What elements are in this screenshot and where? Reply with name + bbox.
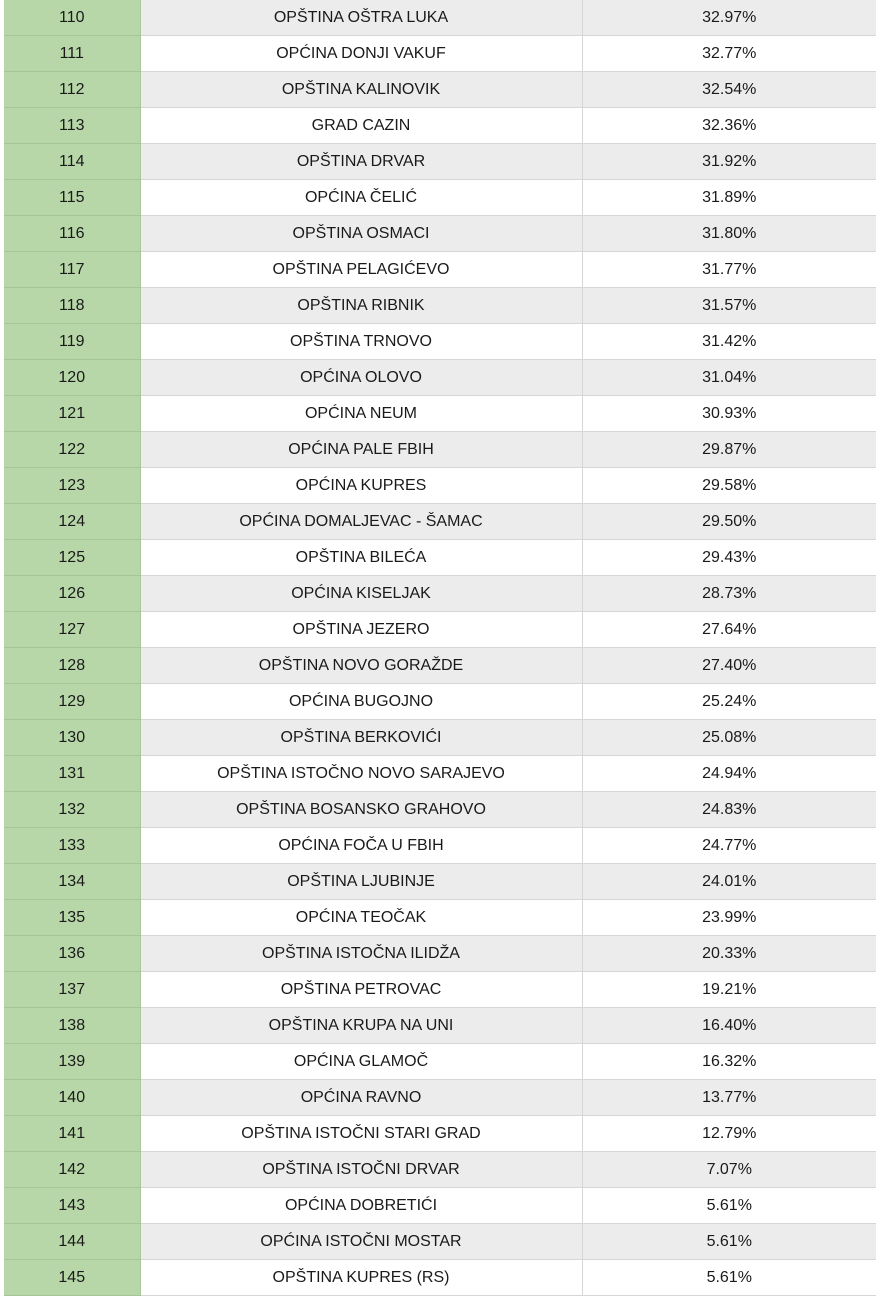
percentage-cell[interactable]: 31.77% — [582, 252, 876, 288]
percentage-cell[interactable]: 31.04% — [582, 360, 876, 396]
rank-cell[interactable]: 116 — [4, 216, 140, 252]
municipality-name-cell[interactable]: OPŠTINA ISTOČNO NOVO SARAJEVO — [140, 756, 582, 792]
rank-cell[interactable]: 128 — [4, 648, 140, 684]
table-row — [4, 468, 876, 504]
rank-cell[interactable]: 144 — [4, 1224, 140, 1260]
municipality-name-cell[interactable]: OPĆINA FOČA U FBIH — [140, 828, 582, 864]
table-row — [4, 756, 876, 792]
percentage-cell[interactable]: 24.77% — [582, 828, 876, 864]
percentage-cell[interactable]: 27.64% — [582, 612, 876, 648]
municipality-name-cell[interactable]: OPŠTINA KALINOVIK — [140, 72, 582, 108]
rank-cell[interactable]: 131 — [4, 756, 140, 792]
municipality-name-cell[interactable]: OPĆINA TEOČAK — [140, 900, 582, 936]
table-row — [4, 1080, 876, 1116]
municipality-name-cell[interactable]: OPĆINA NEUM — [140, 396, 582, 432]
municipality-name-cell[interactable]: OPŠTINA PELAGIĆEVO — [140, 252, 582, 288]
municipality-name-cell[interactable]: OPĆINA OLOVO — [140, 360, 582, 396]
municipality-name-cell[interactable]: OPĆINA PALE FBIH — [140, 432, 582, 468]
table-row — [4, 648, 876, 684]
percentage-cell[interactable]: 31.92% — [582, 144, 876, 180]
table-row — [4, 396, 876, 432]
percentage-cell[interactable]: 29.43% — [582, 540, 876, 576]
rank-cell[interactable]: 140 — [4, 1080, 140, 1116]
municipality-name-cell[interactable]: OPŠTINA KRUPA NA UNI — [140, 1008, 582, 1044]
percentage-cell[interactable]: 29.50% — [582, 504, 876, 540]
percentage-cell[interactable]: 24.94% — [582, 756, 876, 792]
municipality-name-cell[interactable]: OPŠTINA OSMACI — [140, 216, 582, 252]
municipality-name-cell[interactable]: OPĆINA DOMALJEVAC - ŠAMAC — [140, 504, 582, 540]
rank-cell[interactable]: 136 — [4, 936, 140, 972]
municipality-name-cell[interactable]: OPĆINA GLAMOČ — [140, 1044, 582, 1080]
table-row — [4, 1008, 876, 1044]
percentage-cell[interactable]: 31.89% — [582, 180, 876, 216]
municipality-name-cell[interactable]: OPĆINA RAVNO — [140, 1080, 582, 1116]
percentage-cell[interactable]: 32.36% — [582, 108, 876, 144]
rank-cell[interactable]: 133 — [4, 828, 140, 864]
municipality-name-cell[interactable]: OPŠTINA DRVAR — [140, 144, 582, 180]
table-row — [4, 108, 876, 144]
table-row — [4, 540, 876, 576]
table-row — [4, 576, 876, 612]
table-row — [4, 180, 876, 216]
municipality-name-cell[interactable]: OPŠTINA BILEĆA — [140, 540, 582, 576]
municipality-name-cell[interactable]: OPŠTINA ISTOČNI DRVAR — [140, 1152, 582, 1188]
percentage-cell[interactable]: 16.32% — [582, 1044, 876, 1080]
rank-cell[interactable]: 130 — [4, 720, 140, 756]
table-row — [4, 720, 876, 756]
percentage-cell[interactable]: 32.77% — [582, 36, 876, 72]
rank-cell[interactable]: 127 — [4, 612, 140, 648]
table-row — [4, 792, 876, 828]
municipality-name-cell[interactable]: OPŠTINA ISTOČNI STARI GRAD — [140, 1116, 582, 1152]
rank-cell[interactable]: 145 — [4, 1260, 140, 1296]
rank-cell[interactable]: 129 — [4, 684, 140, 720]
percentage-cell[interactable]: 5.61% — [582, 1260, 876, 1296]
percentage-cell[interactable]: 27.40% — [582, 648, 876, 684]
percentage-cell[interactable]: 32.54% — [582, 72, 876, 108]
rank-cell[interactable]: 111 — [4, 36, 140, 72]
rank-cell[interactable]: 143 — [4, 1188, 140, 1224]
rank-cell[interactable]: 124 — [4, 504, 140, 540]
table-row — [4, 0, 876, 36]
municipality-name-cell[interactable]: OPŠTINA BOSANSKO GRAHOVO — [140, 792, 582, 828]
rank-cell[interactable]: 120 — [4, 360, 140, 396]
rank-cell[interactable]: 122 — [4, 432, 140, 468]
table-row — [4, 360, 876, 396]
municipality-name-cell[interactable]: OPĆINA ISTOČNI MOSTAR — [140, 1224, 582, 1260]
percentage-cell[interactable]: 13.77% — [582, 1080, 876, 1116]
municipality-name-cell[interactable]: OPĆINA DONJI VAKUF — [140, 36, 582, 72]
rank-cell[interactable]: 132 — [4, 792, 140, 828]
municipality-name-cell[interactable]: OPŠTINA TRNOVO — [140, 324, 582, 360]
rank-cell[interactable]: 112 — [4, 72, 140, 108]
rank-cell[interactable]: 134 — [4, 864, 140, 900]
municipality-name-cell[interactable]: OPĆINA ČELIĆ — [140, 180, 582, 216]
rank-cell[interactable]: 141 — [4, 1116, 140, 1152]
table-row — [4, 216, 876, 252]
table-row — [4, 144, 876, 180]
municipality-name-cell[interactable]: OPĆINA BUGOJNO — [140, 684, 582, 720]
percentage-cell[interactable]: 24.01% — [582, 864, 876, 900]
table-row — [4, 1152, 876, 1188]
rank-cell[interactable]: 118 — [4, 288, 140, 324]
table-row — [4, 504, 876, 540]
table-row — [4, 972, 876, 1008]
municipality-name-cell[interactable]: OPŠTINA BERKOVIĆI — [140, 720, 582, 756]
percentage-cell[interactable]: 24.83% — [582, 792, 876, 828]
municipality-name-cell[interactable]: OPŠTINA PETROVAC — [140, 972, 582, 1008]
municipality-name-cell[interactable]: GRAD CAZIN — [140, 108, 582, 144]
municipality-name-cell[interactable]: OPŠTINA OŠTRA LUKA — [140, 0, 582, 36]
rank-cell[interactable]: 114 — [4, 144, 140, 180]
percentage-cell[interactable]: 5.61% — [582, 1224, 876, 1260]
table-row — [4, 684, 876, 720]
percentage-cell[interactable]: 31.42% — [582, 324, 876, 360]
rank-cell[interactable]: 138 — [4, 1008, 140, 1044]
rank-cell[interactable]: 117 — [4, 252, 140, 288]
rank-cell[interactable]: 126 — [4, 576, 140, 612]
rank-cell[interactable]: 123 — [4, 468, 140, 504]
rank-cell[interactable]: 113 — [4, 108, 140, 144]
municipality-name-cell[interactable]: OPŠTINA NOVO GORAŽDE — [140, 648, 582, 684]
percentage-cell[interactable]: 29.87% — [582, 432, 876, 468]
rank-cell[interactable]: 139 — [4, 1044, 140, 1080]
percentage-cell[interactable]: 31.80% — [582, 216, 876, 252]
municipality-ranking-table — [4, 0, 876, 1296]
table-row — [4, 1224, 876, 1260]
municipality-name-cell[interactable]: OPŠTINA RIBNIK — [140, 288, 582, 324]
percentage-cell[interactable]: 31.57% — [582, 288, 876, 324]
table-row — [4, 936, 876, 972]
rank-cell[interactable]: 125 — [4, 540, 140, 576]
table-row — [4, 864, 876, 900]
percentage-cell[interactable]: 25.08% — [582, 720, 876, 756]
table-row — [4, 900, 876, 936]
table-row — [4, 1116, 876, 1152]
municipality-name-cell[interactable]: OPŠTINA LJUBINJE — [140, 864, 582, 900]
table-row — [4, 1260, 876, 1296]
table-row — [4, 324, 876, 360]
percentage-cell[interactable]: 25.24% — [582, 684, 876, 720]
municipality-name-cell[interactable]: OPĆINA KISELJAK — [140, 576, 582, 612]
percentage-cell[interactable]: 23.99% — [582, 900, 876, 936]
table-row — [4, 252, 876, 288]
table-row — [4, 612, 876, 648]
percentage-cell[interactable]: 30.93% — [582, 396, 876, 432]
table-body — [4, 0, 876, 1296]
table-row — [4, 828, 876, 864]
table-row — [4, 72, 876, 108]
percentage-cell[interactable]: 16.40% — [582, 1008, 876, 1044]
municipality-name-cell[interactable]: OPĆINA DOBRETIĆI — [140, 1188, 582, 1224]
percentage-cell[interactable]: 5.61% — [582, 1188, 876, 1224]
rank-cell[interactable]: 119 — [4, 324, 140, 360]
rank-cell[interactable]: 135 — [4, 900, 140, 936]
table-row — [4, 432, 876, 468]
percentage-cell[interactable]: 20.33% — [582, 936, 876, 972]
rank-cell[interactable]: 115 — [4, 180, 140, 216]
municipality-name-cell[interactable]: OPŠTINA KUPRES (RS) — [140, 1260, 582, 1296]
percentage-cell[interactable]: 29.58% — [582, 468, 876, 504]
percentage-cell[interactable]: 28.73% — [582, 576, 876, 612]
percentage-cell[interactable]: 19.21% — [582, 972, 876, 1008]
percentage-cell[interactable]: 7.07% — [582, 1152, 876, 1188]
percentage-cell[interactable]: 32.97% — [582, 0, 876, 36]
rank-cell[interactable]: 142 — [4, 1152, 140, 1188]
rank-cell[interactable]: 110 — [4, 0, 140, 36]
table-row — [4, 1044, 876, 1080]
table-row — [4, 288, 876, 324]
table-row — [4, 1188, 876, 1224]
rank-cell[interactable]: 121 — [4, 396, 140, 432]
municipality-name-cell[interactable]: OPĆINA KUPRES — [140, 468, 582, 504]
municipality-name-cell[interactable]: OPŠTINA ISTOČNA ILIDŽA — [140, 936, 582, 972]
rank-cell[interactable]: 137 — [4, 972, 140, 1008]
municipality-name-cell[interactable]: OPŠTINA JEZERO — [140, 612, 582, 648]
table-row — [4, 36, 876, 72]
percentage-cell[interactable]: 12.79% — [582, 1116, 876, 1152]
